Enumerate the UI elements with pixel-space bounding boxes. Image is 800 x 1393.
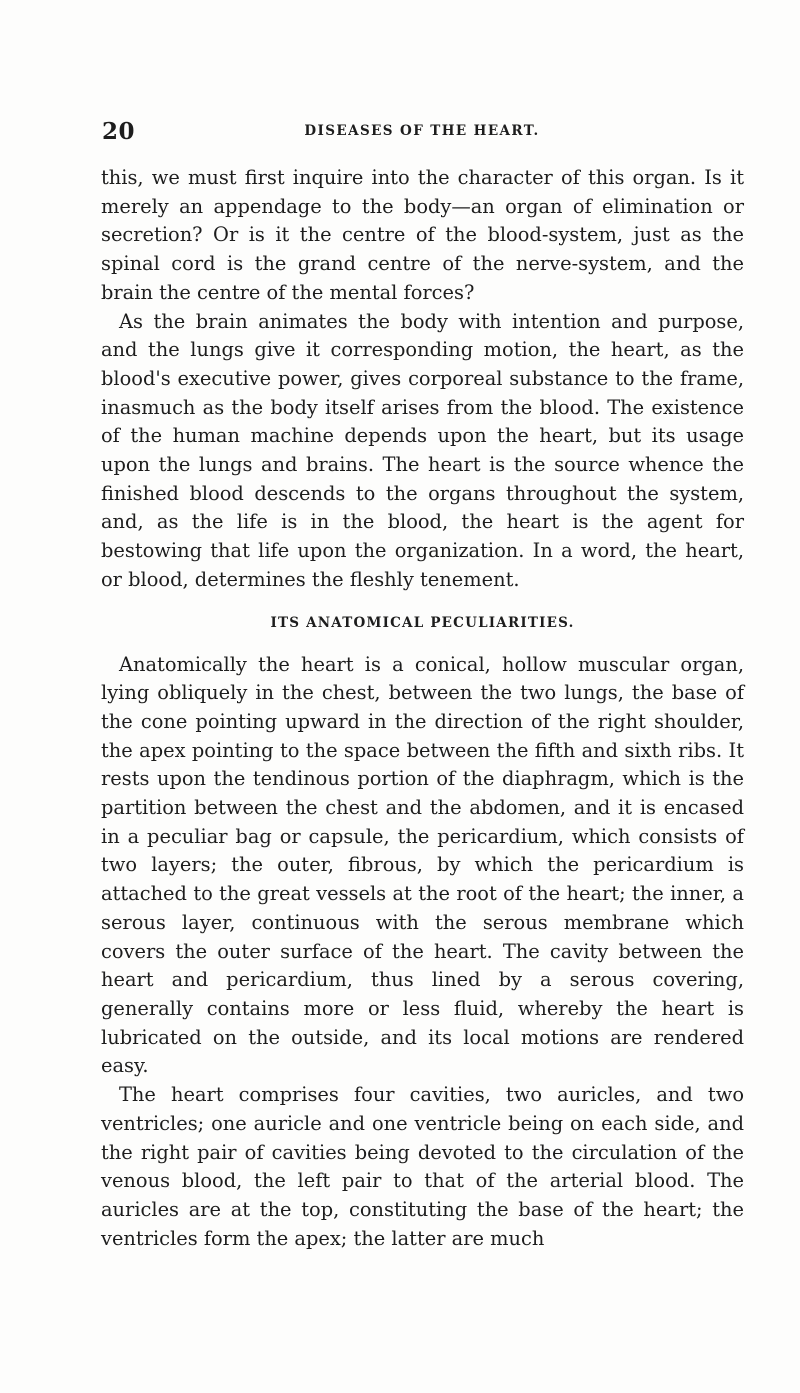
paragraph-1: this, we must first inquire into the character of this organ. Is it merely an appendage to the body—an organ of elimination or secretion? Or is it the centre of the blood-system, just as the spinal cord is the grand centre of the nerve-system, and the brain the centre of the mental forces? bbox=[101, 166, 744, 304]
body-text bbox=[101, 164, 744, 1253]
page-number: 20 bbox=[102, 118, 136, 145]
section-heading: ITS ANATOMICAL PECULIARITIES. bbox=[270, 614, 575, 631]
page-header bbox=[102, 118, 742, 148]
paragraph-2: As the brain animates the body with intention and purpose, and the lungs give it corresponding motion, the heart, as the blood's executive power, gives corporeal substance to the frame, inasmuch as the body itself arises from the blood. The existence of the human machine depends upon the heart, but its usage upon the lungs and brains. The heart is the source whence the finished blood descends to the organs throughout the system, and, as the life is in the blood, the heart is the agent for bestowing that life upon the organization. In a word, the heart, or blood, determines the fleshly tenement. bbox=[101, 309, 744, 591]
paragraph-4: The heart comprises four cavities, two auricles, and two ventricles; one auricle and one ventricle being on each side, and the right pair of cavities being devoted to the circulation of the venous blood, the left pair to that of the arterial blood. The auricles are at the top, constituting the base of the heart; the ventricles form the apex; the latter are much bbox=[101, 1083, 744, 1250]
running-head: DISEASES OF THE HEART. bbox=[304, 123, 540, 139]
paragraph-3: Anatomically the heart is a conical, hollow muscular organ, lying obliquely in the chest, between the two lungs, the base of the cone pointing upward in the direction of the right shoulder, the apex pointing to the space between the fifth and sixth ribs. It rests upon the tendinous portion of the diaphragm, which is the partition between the chest and the abdomen, and it is encased in a peculiar bag or capsule, the pericardium, which consists of two layers; the outer, fibrous, by which the pericardium is attached to the great vessels at the root of the heart; the inner, a serous layer, continuous with the serous membrane which covers the outer surface of the heart. The cavity between the heart and pericardium, thus lined by a serous covering, generally contains more or less fluid, whereby the heart is lubricated on the outside, and its local motions are rendered easy. bbox=[101, 652, 744, 1078]
